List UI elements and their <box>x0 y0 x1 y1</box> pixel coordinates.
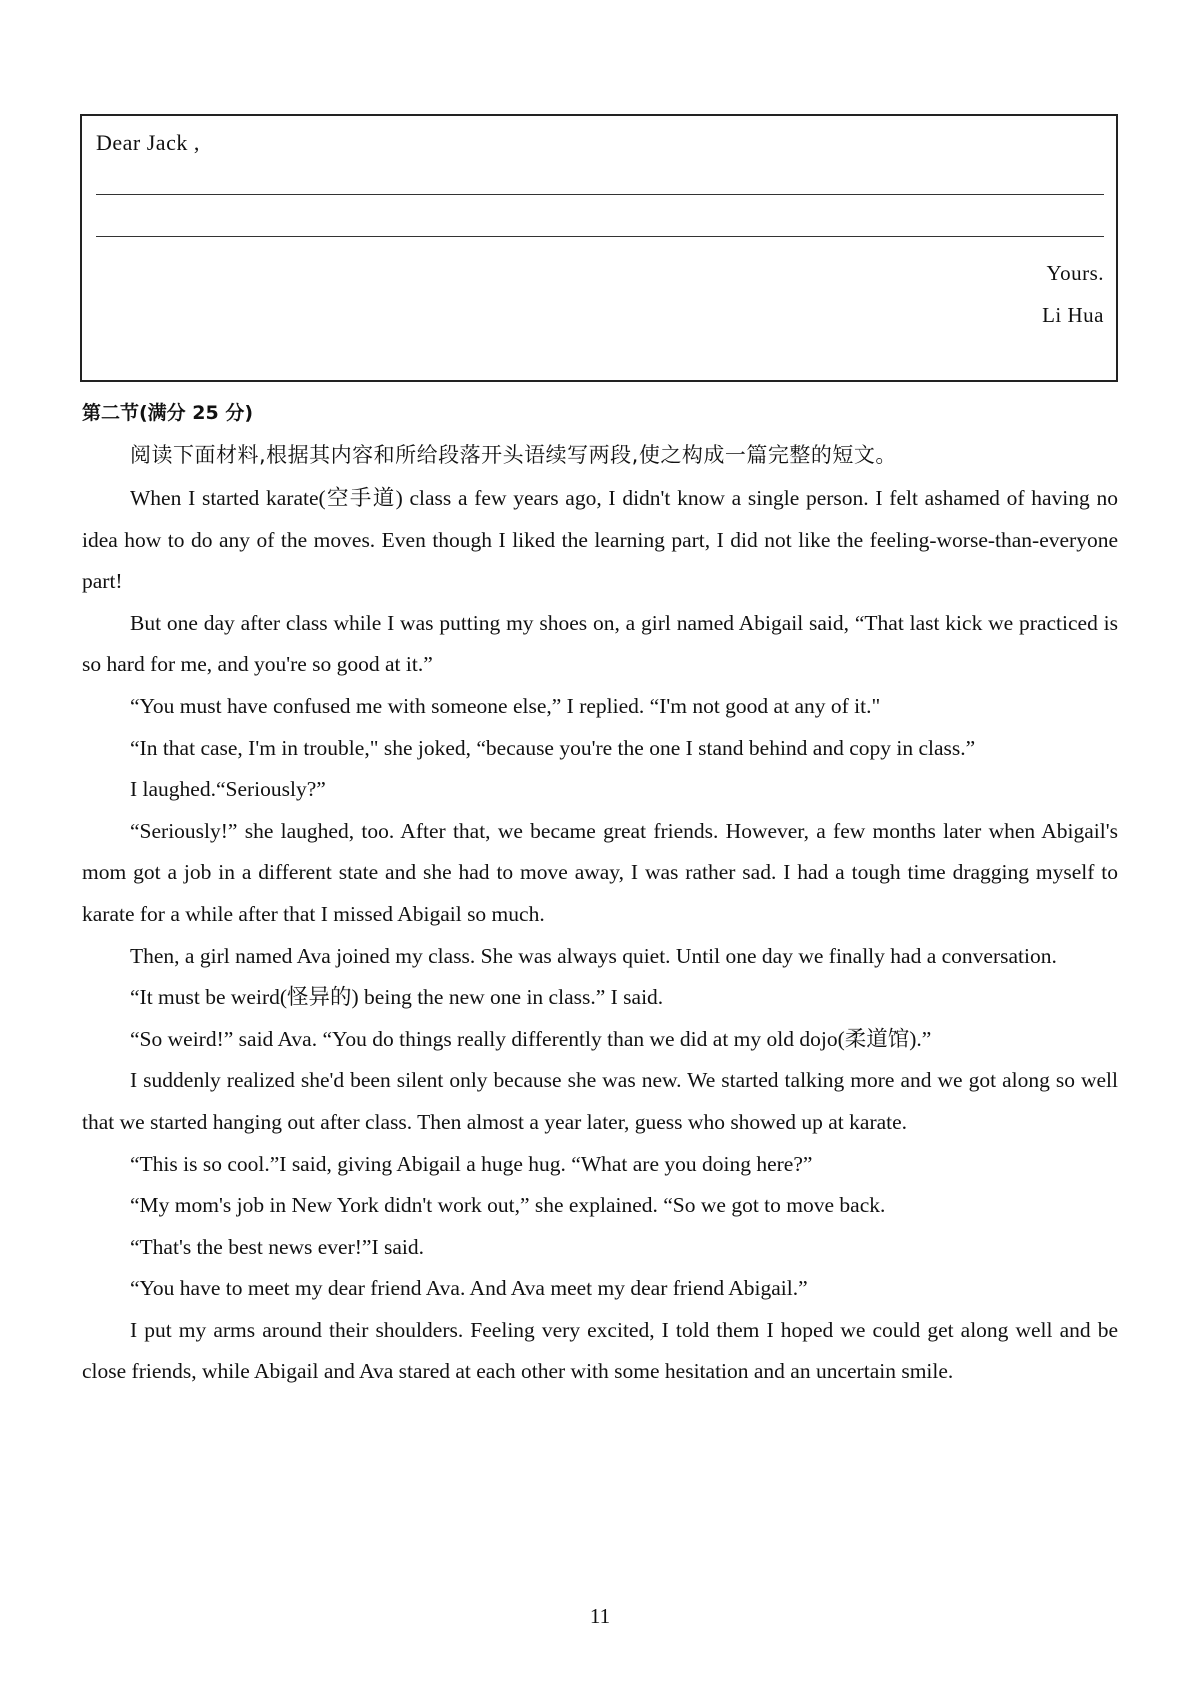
passage-paragraph: “Seriously!” she laughed, too. After that, we became great friends. However, a few months later when Abigail's mom got a job in a different state and she had to move away, I was rather sad. I had a tough time dragging myself to karate for a while after that I missed Abigail so much. <box>82 818 1118 926</box>
passage-paragraph: I laughed.“Seriously?” <box>130 777 326 802</box>
passage-paragraph: “You must have confused me with someone else,” I replied. “I'm not good at any of it." <box>130 693 881 718</box>
letter-writing-box <box>80 114 1118 382</box>
letter-greeting: Dear Jack , <box>96 130 200 155</box>
passage-paragraph: “In that case, I'm in trouble," she joked, “because you're the one I stand behind and copy in class.” <box>130 735 976 760</box>
passage-paragraph: When I started karate(空手道) class a few years ago, I didn't know a single person. I felt ashamed of having no idea how to do any of the moves. Even though I liked the learning part, I did not like the feeling-worse-than-everyone part! <box>82 486 1118 594</box>
letter-closing-block <box>1042 252 1104 336</box>
letter-signature: Li Hua <box>1042 303 1104 327</box>
section-heading: 第二节(满分 25 分) <box>82 402 254 424</box>
passage-paragraph: “You have to meet my dear friend Ava. And Ava meet my dear friend Abigail.” <box>130 1276 808 1301</box>
passage-paragraph: “This is so cool.”I said, giving Abigail a huge hug. “What are you doing here?” <box>130 1151 813 1176</box>
passage-paragraph: I suddenly realized she'd been silent only because she was new. We started talking more and we got along so well that we started hanging out after class. Then almost a year later, guess who showed up at karate. <box>82 1068 1118 1134</box>
passage-paragraph: I put my arms around their shoulders. Feeling very excited, I told them I hoped we could get along well and be close friends, while Abigail and Ava stared at each other with some hesitation and an uncertain smile. <box>82 1317 1118 1384</box>
section-instruction: 阅读下面材料,根据其内容和所给段落开头语续写两段,使之构成一篇完整的短文。 <box>130 443 897 467</box>
writing-line <box>96 194 1104 195</box>
page-number: 11 <box>589 1604 611 1628</box>
writing-line <box>96 236 1104 237</box>
reading-passage <box>82 478 1118 1393</box>
passage-paragraph: But one day after class while I was putting my shoes on, a girl named Abigail said, “That last kick we practiced is so hard for me, and you're so good at it.” <box>82 610 1118 677</box>
letter-closing: Yours. <box>1046 261 1104 285</box>
passage-paragraph: “It must be weird(怪异的) being the new one in class.” I said. <box>130 985 664 1010</box>
passage-paragraph: “My mom's job in New York didn't work out,” she explained. “So we got to move back. <box>130 1193 886 1218</box>
passage-paragraph: “That's the best news ever!”I said. <box>130 1234 425 1259</box>
passage-paragraph: “So weird!” said Ava. “You do things really differently than we did at my old dojo(柔道馆).” <box>130 1026 932 1051</box>
passage-paragraph: Then, a girl named Ava joined my class. She was always quiet. Until one day we finally had a conversation. <box>130 943 1057 968</box>
